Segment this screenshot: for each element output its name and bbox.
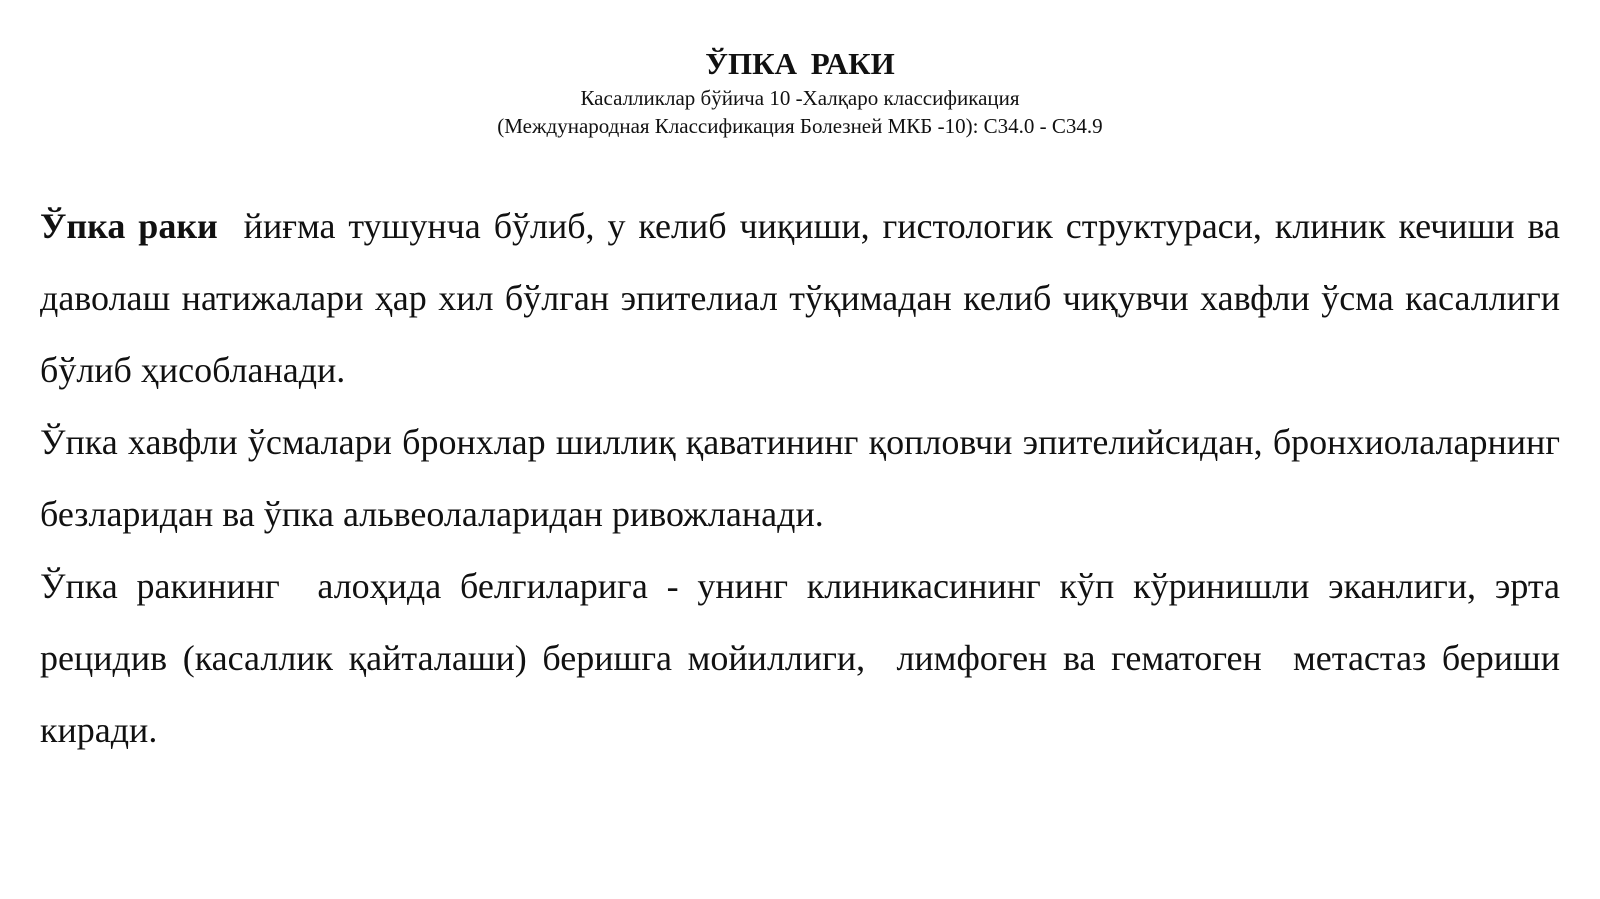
paragraph-definition bbox=[40, 190, 1569, 406]
classification-line-1: Касалликлар бўйича 10 -Халқаро классификация bbox=[580, 86, 1020, 110]
slide-header bbox=[0, 44, 1600, 140]
slide-body bbox=[40, 190, 1569, 766]
paragraph-origin: Ўпка хавфли ўсмалари бронхлар шиллиқ қаватининг қопловчи эпителийсидан, бронхиолаларнинг безларидан ва ўпка альвеолаларидан ривожланади. bbox=[40, 422, 1560, 534]
definition-text: йиғма тушунча бўлиб, у келиб чиқиши, гистологик структураси, клиник кечиши ва даволаш натижалари ҳар хил бўлган эпителиал тўқимадан келиб чиқувчи хавфли ўсма касаллиги бўлиб ҳисобланади. bbox=[40, 206, 1569, 390]
classification-line-2: (Международная Классификация Болезней МКБ -10): С34.0 - С34.9 bbox=[497, 114, 1103, 138]
term-lung-cancer: Ўпка раки bbox=[40, 206, 218, 246]
page-title: ЎПКА РАКИ bbox=[705, 46, 895, 81]
paragraph-features: Ўпка ракининг алоҳида белгиларига - унинг клиникасининг кўп кўринишли эканлиги, эрта рецидив (касаллик қайталаши) беришга мойиллиги, лимфоген ва гематоген метастаз бериши киради. bbox=[40, 566, 1569, 750]
